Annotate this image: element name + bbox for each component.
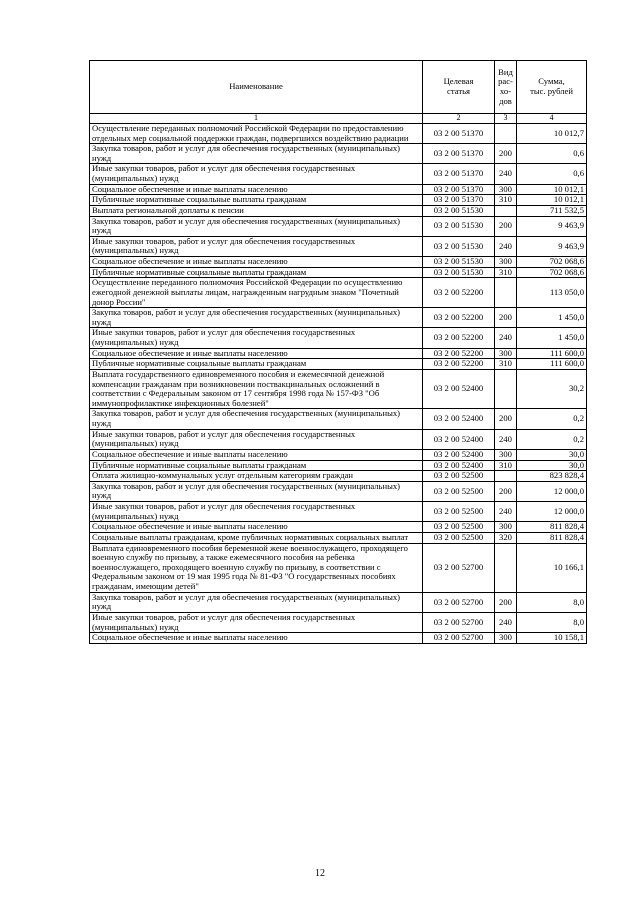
row-type (495, 369, 517, 409)
row-type: 200 (495, 409, 517, 429)
row-name: Социальные выплаты гражданам, кроме публичных нормативных социальных выплат (90, 532, 423, 543)
row-sum: 0,2 (517, 429, 587, 449)
row-type: 310 (495, 195, 517, 206)
row-type: 300 (495, 522, 517, 533)
table-row (90, 449, 587, 460)
row-code: 03 2 00 52500 (423, 532, 495, 543)
table-row (90, 164, 587, 184)
row-sum: 10 012,1 (517, 195, 587, 206)
row-name: Закупка товаров, работ и услуг для обеспечения государственных (муниципальных) нужд (90, 308, 423, 328)
row-sum: 9 463,9 (517, 216, 587, 236)
row-code: 03 2 00 52400 (423, 449, 495, 460)
table-row (90, 502, 587, 522)
row-sum: 10 158,1 (517, 633, 587, 644)
row-name: Социальное обеспечение и иные выплаты населению (90, 449, 423, 460)
row-sum: 12 000,0 (517, 481, 587, 501)
row-code: 03 2 00 52500 (423, 471, 495, 482)
table-row (90, 257, 587, 268)
column-number: 4 (517, 114, 587, 124)
row-type: 200 (495, 144, 517, 164)
row-type: 310 (495, 359, 517, 370)
table-row (90, 236, 587, 256)
row-sum: 811 828,4 (517, 522, 587, 533)
row-sum: 111 600,0 (517, 348, 587, 359)
row-code: 03 2 00 52500 (423, 502, 495, 522)
row-sum: 30,2 (517, 369, 587, 409)
row-name: Выплата региональной доплаты к пенсии (90, 205, 423, 216)
table-row (90, 532, 587, 543)
row-code: 03 2 00 52200 (423, 328, 495, 348)
row-sum: 30,0 (517, 460, 587, 471)
header-name: Наименование (90, 61, 423, 114)
row-name: Публичные нормативные социальные выплаты гражданам (90, 460, 423, 471)
budget-table (89, 60, 587, 644)
row-type (495, 205, 517, 216)
row-name: Иные закупки товаров, работ и услуг для обеспечения государственных (муниципальных) нужд (90, 429, 423, 449)
row-code: 03 2 00 51530 (423, 236, 495, 256)
row-type: 300 (495, 257, 517, 268)
table-row (90, 612, 587, 632)
table-row (90, 123, 587, 143)
table-row (90, 522, 587, 533)
row-name: Закупка товаров, работ и услуг для обеспечения государственных (муниципальных) нужд (90, 216, 423, 236)
row-code: 03 2 00 51370 (423, 164, 495, 184)
row-type: 240 (495, 236, 517, 256)
row-code: 03 2 00 52200 (423, 359, 495, 370)
row-name: Публичные нормативные социальные выплаты гражданам (90, 267, 423, 278)
row-code: 03 2 00 52500 (423, 522, 495, 533)
row-name: Иные закупки товаров, работ и услуг для обеспечения государственных (муниципальных) нужд (90, 328, 423, 348)
row-name: Социальное обеспечение и иные выплаты населению (90, 348, 423, 359)
row-code: 03 2 00 51370 (423, 195, 495, 206)
table-row (90, 409, 587, 429)
row-sum: 1 450,0 (517, 328, 587, 348)
row-code: 03 2 00 51530 (423, 216, 495, 236)
table-row (90, 144, 587, 164)
row-type: 200 (495, 216, 517, 236)
row-code: 03 2 00 52400 (423, 369, 495, 409)
page-number: 12 (315, 868, 325, 879)
row-code: 03 2 00 51530 (423, 267, 495, 278)
row-name: Выплата единовременного пособия беременной жене военнослужащего, проходящего военную службу по призыву, а также ежемесячного пособия на ребенка военнослужащего, проходящего военную службу по призыву, в соответствии с Федеральным законом от 19 мая 1995 года № 81-ФЗ "О государственных пособиях гражданам, имеющим детей" (90, 543, 423, 592)
row-sum: 1 450,0 (517, 308, 587, 328)
row-type: 320 (495, 532, 517, 543)
table-row (90, 633, 587, 644)
row-type: 200 (495, 481, 517, 501)
table-row (90, 184, 587, 195)
row-sum: 0,6 (517, 144, 587, 164)
table-body (90, 123, 587, 643)
row-sum: 711 532,5 (517, 205, 587, 216)
header-sum: Сумма, тыс. рублей (517, 61, 587, 114)
row-code: 03 2 00 52400 (423, 429, 495, 449)
row-name: Социальное обеспечение и иные выплаты населению (90, 633, 423, 644)
row-code: 03 2 00 52200 (423, 308, 495, 328)
row-name: Осуществление переданного полномочия Российской Федерации по осуществлению ежегодной денежной выплаты лицам, награжденным нагрудным знаком "Почетный донор России" (90, 278, 423, 308)
row-name: Закупка товаров, работ и услуг для обеспечения государственных (муниципальных) нужд (90, 409, 423, 429)
row-sum: 10 012,1 (517, 184, 587, 195)
row-type (495, 123, 517, 143)
row-code: 03 2 00 52400 (423, 460, 495, 471)
header-type: Вид рас- хо- дов (495, 61, 517, 114)
row-sum: 10 012,7 (517, 123, 587, 143)
table-header (90, 61, 587, 124)
row-type: 300 (495, 184, 517, 195)
table-row (90, 267, 587, 278)
row-type: 300 (495, 633, 517, 644)
row-type: 310 (495, 460, 517, 471)
table-row (90, 205, 587, 216)
column-number: 3 (495, 114, 517, 124)
row-sum: 0,6 (517, 164, 587, 184)
row-code: 03 2 00 51370 (423, 184, 495, 195)
row-type: 200 (495, 308, 517, 328)
table-row (90, 278, 587, 308)
row-name: Социальное обеспечение и иные выплаты населению (90, 184, 423, 195)
row-sum: 702 068,6 (517, 257, 587, 268)
table-row (90, 359, 587, 370)
row-code: 03 2 00 52700 (423, 612, 495, 632)
table-row (90, 348, 587, 359)
row-sum: 9 463,9 (517, 236, 587, 256)
row-type: 240 (495, 328, 517, 348)
table-row (90, 308, 587, 328)
row-sum: 702 068,6 (517, 267, 587, 278)
row-code: 03 2 00 51370 (423, 144, 495, 164)
row-name: Осуществление переданных полномочий Российской Федерации по предоставлению отдельных мер социальной поддержки граждан, подвергшихся воздействию радиации (90, 123, 423, 143)
row-type: 300 (495, 449, 517, 460)
row-code: 03 2 00 52700 (423, 633, 495, 644)
row-code: 03 2 00 52200 (423, 348, 495, 359)
row-sum: 823 828,4 (517, 471, 587, 482)
table-row (90, 216, 587, 236)
row-type: 310 (495, 267, 517, 278)
row-name: Публичные нормативные социальные выплаты гражданам (90, 359, 423, 370)
table-row (90, 195, 587, 206)
row-code: 03 2 00 51530 (423, 257, 495, 268)
table-row (90, 592, 587, 612)
row-code: 03 2 00 52700 (423, 592, 495, 612)
row-name: Закупка товаров, работ и услуг для обеспечения государственных (муниципальных) нужд (90, 481, 423, 501)
table-row (90, 369, 587, 409)
row-sum: 111 600,0 (517, 359, 587, 370)
header-code: Целевая статья (423, 61, 495, 114)
row-type: 240 (495, 612, 517, 632)
row-code: 03 2 00 51370 (423, 123, 495, 143)
row-sum: 10 166,1 (517, 543, 587, 592)
table-row (90, 328, 587, 348)
row-type: 240 (495, 164, 517, 184)
row-code: 03 2 00 52400 (423, 409, 495, 429)
row-type (495, 543, 517, 592)
table-row (90, 460, 587, 471)
column-number: 1 (90, 114, 423, 124)
row-sum: 113 050,0 (517, 278, 587, 308)
row-name: Иные закупки товаров, работ и услуг для обеспечения государственных (муниципальных) нужд (90, 612, 423, 632)
table-row (90, 429, 587, 449)
row-name: Закупка товаров, работ и услуг для обеспечения государственных (муниципальных) нужд (90, 592, 423, 612)
row-type (495, 471, 517, 482)
table-row (90, 543, 587, 592)
row-name: Выплата государственного единовременного пособия и ежемесячной денежной компенсации гражданам при возникновении поствакцинальных осложнений в соответствии с Федеральным законом от 17 сентября 1998 года № 157-ФЗ "Об иммунопрофилактике инфекционных болезней" (90, 369, 423, 409)
table-row (90, 481, 587, 501)
row-type: 240 (495, 429, 517, 449)
row-code: 03 2 00 52200 (423, 278, 495, 308)
row-sum: 0,2 (517, 409, 587, 429)
row-name: Социальное обеспечение и иные выплаты населению (90, 522, 423, 533)
row-type (495, 278, 517, 308)
row-name: Иные закупки товаров, работ и услуг для обеспечения государственных (муниципальных) нужд (90, 502, 423, 522)
row-name: Публичные нормативные социальные выплаты гражданам (90, 195, 423, 206)
row-sum: 811 828,4 (517, 532, 587, 543)
row-type: 200 (495, 592, 517, 612)
row-sum: 8,0 (517, 612, 587, 632)
row-type: 300 (495, 348, 517, 359)
row-code: 03 2 00 51530 (423, 205, 495, 216)
row-type: 240 (495, 502, 517, 522)
row-name: Оплата жилищно-коммунальных услуг отдельным категориям граждан (90, 471, 423, 482)
row-sum: 12 000,0 (517, 502, 587, 522)
row-sum: 8,0 (517, 592, 587, 612)
row-name: Иные закупки товаров, работ и услуг для обеспечения государственных (муниципальных) нужд (90, 236, 423, 256)
row-name: Социальное обеспечение и иные выплаты населению (90, 257, 423, 268)
row-name: Закупка товаров, работ и услуг для обеспечения государственных (муниципальных) нужд (90, 144, 423, 164)
row-code: 03 2 00 52700 (423, 543, 495, 592)
row-sum: 30,0 (517, 449, 587, 460)
row-name: Иные закупки товаров, работ и услуг для обеспечения государственных (муниципальных) нужд (90, 164, 423, 184)
table-row (90, 471, 587, 482)
row-code: 03 2 00 52500 (423, 481, 495, 501)
column-number: 2 (423, 114, 495, 124)
